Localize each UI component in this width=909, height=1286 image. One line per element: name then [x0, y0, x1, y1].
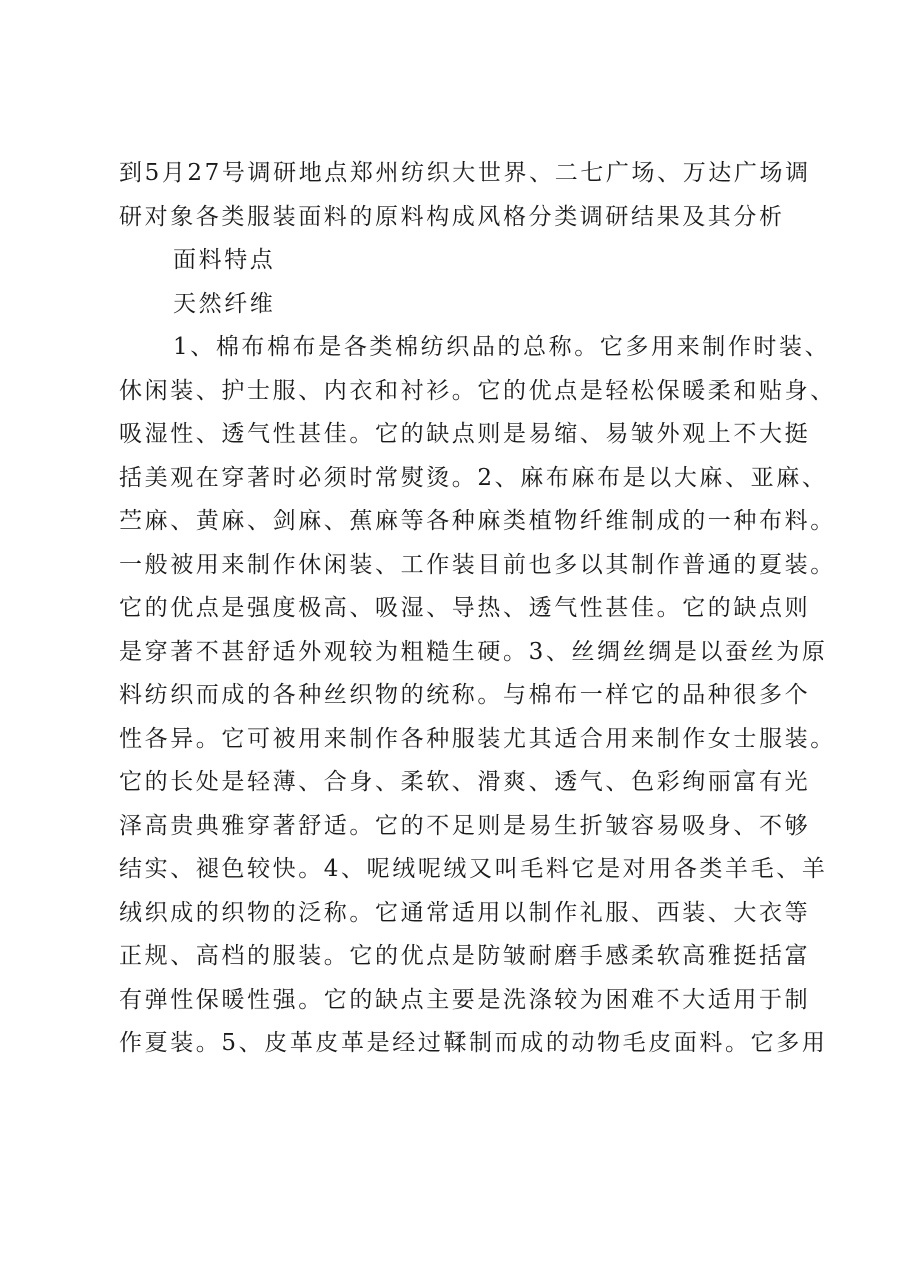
text-line: 苎麻、黄麻、剑麻、蕉麻等各种麻类植物纤维制成的一种布料。 — [119, 508, 836, 534]
text-line: 是穿著不甚舒适外观较为粗糙生硬。3、丝绸丝绸是以蚕丝为原 — [119, 638, 828, 665]
section-heading-natural-fiber: 天然纤维 — [173, 290, 276, 317]
text-line: 作夏装。5、皮革皮革是经过鞣制而成的动物毛皮面料。它多用 — [119, 1030, 828, 1056]
text-line: 性各异。它可被用来制作各种服装尤其适合用来制作女士服装。 — [119, 725, 836, 752]
text-line: 它的长处是轻薄、合身、柔软、滑爽、透气、色彩绚丽富有光 — [119, 769, 811, 795]
text-line: 正规、高档的服装。它的优点是防皱耐磨手感柔软高雅挺括富 — [119, 943, 811, 969]
text-line: 料纺织而成的各种丝织物的统称。与棉布一样它的品种很多个 — [119, 682, 811, 708]
text-line: 有弹性保暖性强。它的缺点主要是洗涤较为困难不大适用于制 — [119, 986, 811, 1013]
section-heading-fabric-features: 面料特点 — [173, 247, 276, 273]
paragraph-first-line: 1、棉布棉布是各类棉纺织品的总称。它多用来制作时装、 — [173, 334, 831, 360]
document-body — [119, 152, 836, 1066]
text-line: 它的优点是强度极高、吸湿、导热、透气性甚佳。它的缺点则 — [119, 595, 811, 621]
text-line: 结实、褪色较快。4、呢绒呢绒又叫毛料它是对用各类羊毛、羊 — [119, 856, 828, 882]
text-line: 绒织成的织物的泛称。它通常适用以制作礼服、西装、大衣等 — [119, 899, 811, 926]
text-line: 一般被用来制作休闲装、工作装目前也多以其制作普通的夏装。 — [119, 551, 836, 578]
text-line: 休闲装、护士服、内衣和衬衫。它的优点是轻松保暖柔和贴身、 — [119, 377, 836, 404]
text-line: 括美观在穿著时必须时常熨烫。2、麻布麻布是以大麻、亚麻、 — [119, 464, 828, 491]
text-line: 到5月27号调研地点郑州纺织大世界、二七广场、万达广场调 — [119, 160, 811, 186]
text-line: 研对象各类服装面料的原料构成风格分类调研结果及其分析 — [119, 203, 785, 230]
text-line: 吸湿性、透气性甚佳。它的缺点则是易缩、易皱外观上不大挺 — [119, 421, 811, 447]
text-line: 泽高贵典雅穿著舒适。它的不足则是易生折皱容易吸身、不够 — [119, 812, 811, 839]
